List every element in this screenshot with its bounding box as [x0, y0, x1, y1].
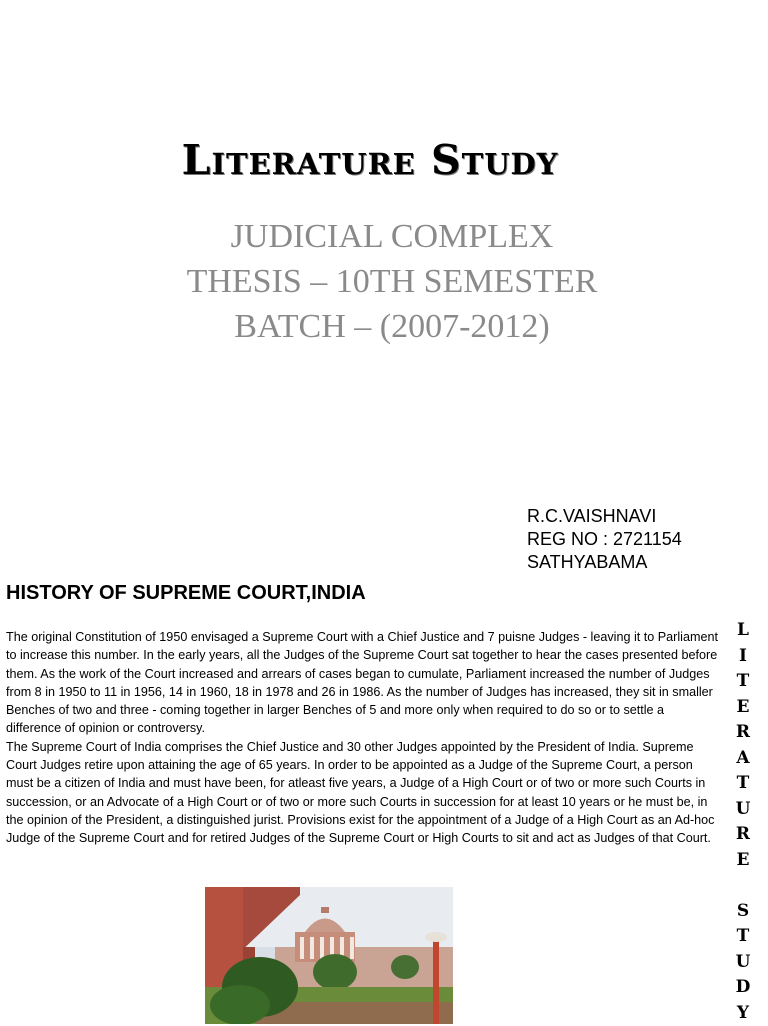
vertical-side-label	[728, 618, 758, 1026]
side-label-letter: E	[728, 848, 758, 874]
side-label-letter: A	[728, 746, 758, 772]
side-label-letter: R	[728, 720, 758, 746]
section-heading: HISTORY OF SUPREME COURT,INDIA	[6, 582, 366, 605]
author-institution: SATHYABAMA	[527, 551, 682, 574]
side-label-letter	[728, 873, 758, 899]
side-label-letter: I	[728, 644, 758, 670]
side-label-letter: T	[728, 771, 758, 797]
side-label-letter: U	[728, 797, 758, 823]
side-label-letter: U	[728, 950, 758, 976]
author-name: R.C.VAISHNAVI	[527, 505, 682, 528]
side-label-letter: T	[728, 924, 758, 950]
history-paragraph: The Supreme Court of India comprises the Chief Justice and 30 other Judges appointed by the President of India. Supreme Court Judges retire upon attaining the age of 65 years. In order to be appointed as a Judge of the Supreme Court, a person must be a citizen of India and must have been, for atleast five years, a Judge of a High Court or of two or more such Courts in succession, or an Advocate of a High Court or of two or more such Courts in succession for at least 10 years or he must be, in the opinion of the President, a distinguished jurist. Provisions exist for the appointment of a Judge of a High Court as an Ad-hoc Judge of the Supreme Court and for retired Judges of the Supreme Court or High Courts to sit and act as Judges of that Court.	[6, 738, 718, 848]
side-label-letter: S	[728, 899, 758, 925]
side-label-letter: T	[728, 669, 758, 695]
page-title: Literature Study	[0, 136, 740, 184]
subtitle-line: JUDICIAL COMPLEX	[0, 214, 768, 259]
author-info	[527, 505, 682, 574]
author-reg-no: REG NO : 2721154	[527, 528, 682, 551]
side-label-letter: L	[728, 618, 758, 644]
subtitle-line: BATCH – (2007-2012)	[0, 304, 768, 349]
supreme-court-photo	[205, 887, 453, 1024]
subtitle-block	[0, 214, 768, 349]
side-label-letter: D	[728, 975, 758, 1001]
history-body	[6, 628, 718, 848]
side-label-letter: E	[728, 695, 758, 721]
side-label-letter: R	[728, 822, 758, 848]
subtitle-line: THESIS – 10TH SEMESTER	[0, 259, 768, 304]
history-paragraph: The original Constitution of 1950 envisaged a Supreme Court with a Chief Justice and 7 puisne Judges - leaving it to Parliament to increase this number. In the early years, all the Judges of the Supreme Court sat together to hear the cases presented before them. As the work of the Court increased and arrears of cases began to cumulate, Parliament increased the number of Judges from 8 in 1950 to 11 in 1956, 14 in 1960, 18 in 1978 and 26 in 1986. As the number of Judges has increased, they sit in smaller Benches of two and three - coming together in larger Benches of 5 and more only when required to do so or to settle a difference of opinion or controversy.	[6, 628, 718, 738]
side-label-letter: Y	[728, 1001, 758, 1026]
